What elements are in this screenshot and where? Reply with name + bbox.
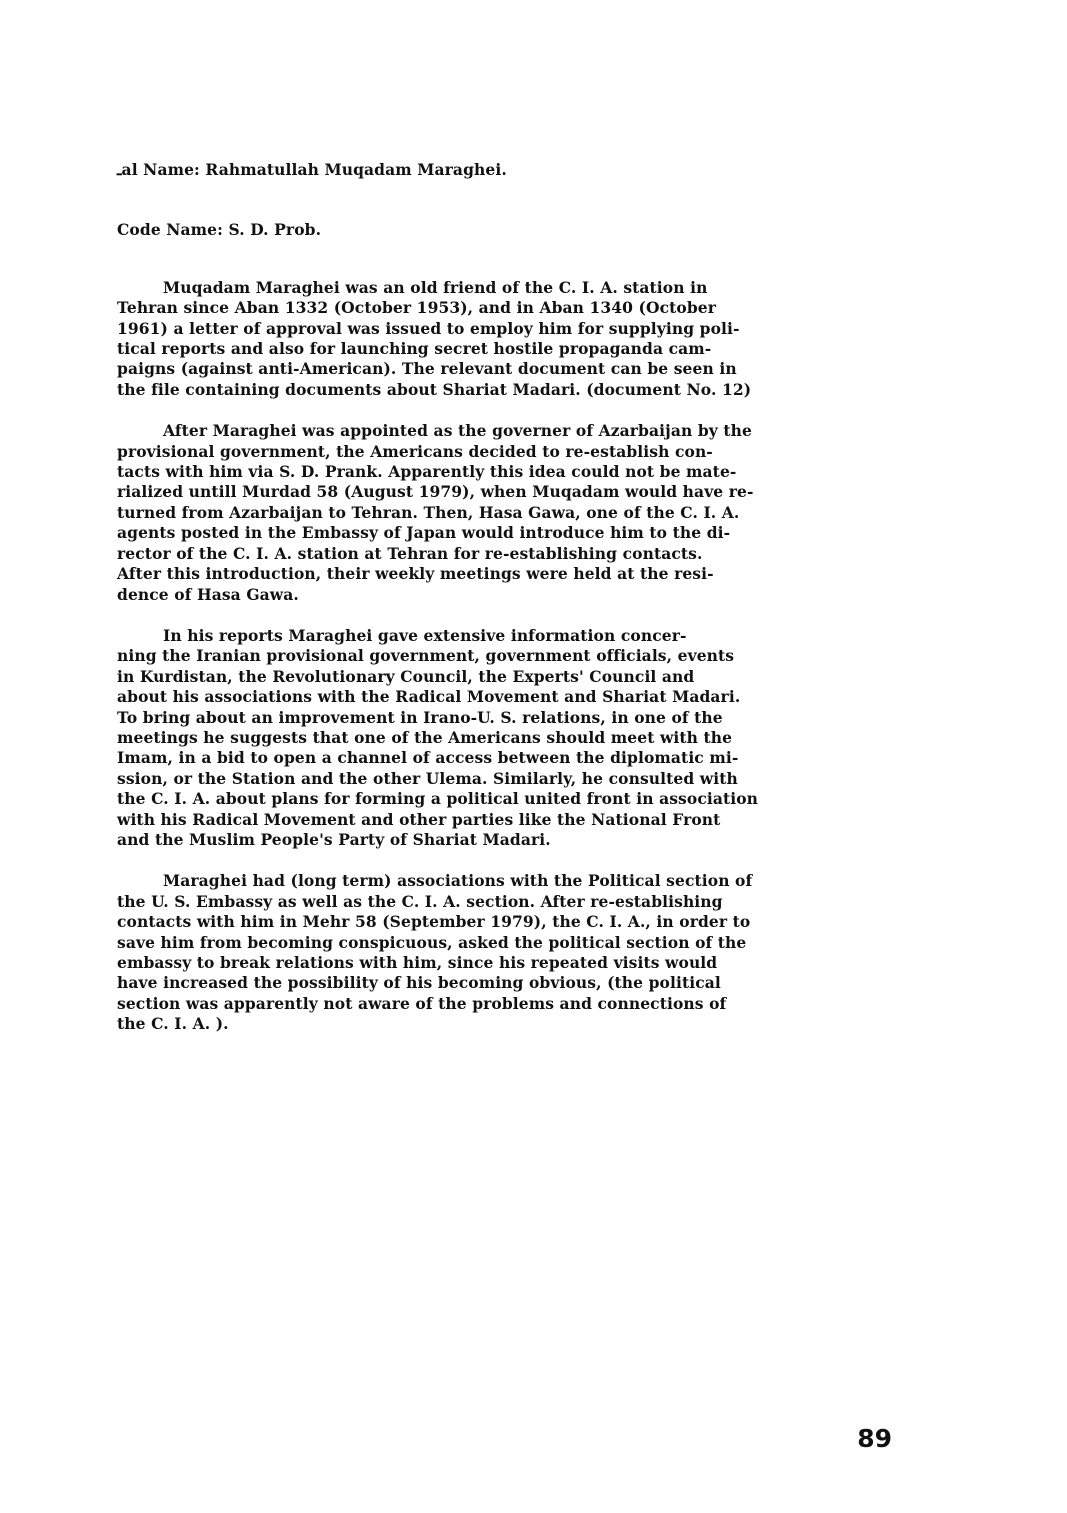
paragraph-line: paigns (against anti-American). The relevant document can be seen in [117,359,737,379]
paragraph-line: rector of the C. I. A. station at Tehran for re-establishing contacts. [117,543,703,563]
paragraph-line: have increased the possibility of his becoming obvious, (the political [117,973,721,993]
paragraph-line: the file containing documents about Shariat Madari. (document No. 12) [117,379,752,399]
paragraph-line: tical reports and also for launching secret hostile propaganda cam- [117,339,712,359]
paragraph-line: Tehran since Aban 1332 (October 1953), and in Aban 1340 (October [117,298,716,318]
paragraph-line: ssion, or the Station and the other Ulema. Similarly, he consulted with [117,768,738,788]
paragraph-line: meetings he suggests that one of the Americans should meet with the [117,727,733,747]
real-name-line: ـal Name: Rahmatullah Muqadam Maraghei. [117,160,507,179]
paragraph-line: the C. I. A. about plans for forming a political united front in association [117,789,759,809]
paragraph-line: the U. S. Embassy as well as the C. I. A. section. After re-establishing [117,891,723,911]
code-name-line: Code Name: S. D. Prob. [117,220,322,240]
paragraph-line: about his associations with the Radical Movement and Shariat Madari. [117,687,741,707]
paragraph-line: ning the Iranian provisional government, government officials, events [117,646,735,666]
paragraph-line: in Kurdistan, the Revolutionary Council, the Experts' Council and [117,666,695,686]
paragraph-governor-appointment [117,421,857,605]
paragraph-line: After this introduction, their weekly meetings were held at the resi- [117,564,714,584]
paragraph-line: Muqadam Maraghei was an old friend of the C. I. A. station in [163,277,708,297]
paragraph-associations [117,871,857,1034]
paragraph-line: 1961) a letter of approval was issued to employ him for supplying poli- [117,318,740,338]
paragraph-line: dence of Hasa Gawa. [117,584,299,604]
paragraph-line: with his Radical Movement and other parties like the National Front [117,809,721,829]
paragraph-line: agents posted in the Embassy of Japan would introduce him to the di- [117,523,731,543]
paragraph-line: section was apparently not aware of the problems and connections of [117,993,727,1013]
paragraph-line: Maraghei had (long term) associations with the Political section of [163,871,753,891]
paragraph-line: After Maraghei was appointed as the governer of Azarbaijan by the [163,421,752,441]
paragraph-line: provisional government, the Americans decided to re-establish con- [117,441,713,461]
paragraph-line: In his reports Maraghei gave extensive information concer- [163,625,687,645]
document-body [117,160,857,1056]
paragraph-line: and the Muslim People's Party of Shariat Madari. [117,829,551,849]
page-number: 89 [857,1424,892,1453]
paragraph-cia-friendship [117,278,857,400]
paragraph-line: tacts with him via S. D. Prank. Apparently this idea could not be mate- [117,462,737,482]
paragraph-line: To bring about an improvement in Irano-U. S. relations, in one of the [117,707,723,727]
paragraph-line: embassy to break relations with him, since his repeated visits would [117,953,718,972]
paragraph-reports [117,626,857,850]
paragraph-line: contacts with him in Mehr 58 (September 1979), the C. I. A., in order to [117,912,751,932]
paragraph-line: Imam, in a bid to open a channel of access between the diplomatic mi- [117,748,739,768]
paragraph-line: turned from Azarbaijan to Tehran. Then, Hasa Gawa, one of the C. I. A. [117,502,740,522]
paragraph-line: save him from becoming conspicuous, asked the political section of the [117,932,747,952]
paragraph-line: rialized untill Murdad 58 (August 1979), when Muqadam would have re- [117,482,754,502]
paragraph-line: the C. I. A. ). [117,1014,229,1034]
